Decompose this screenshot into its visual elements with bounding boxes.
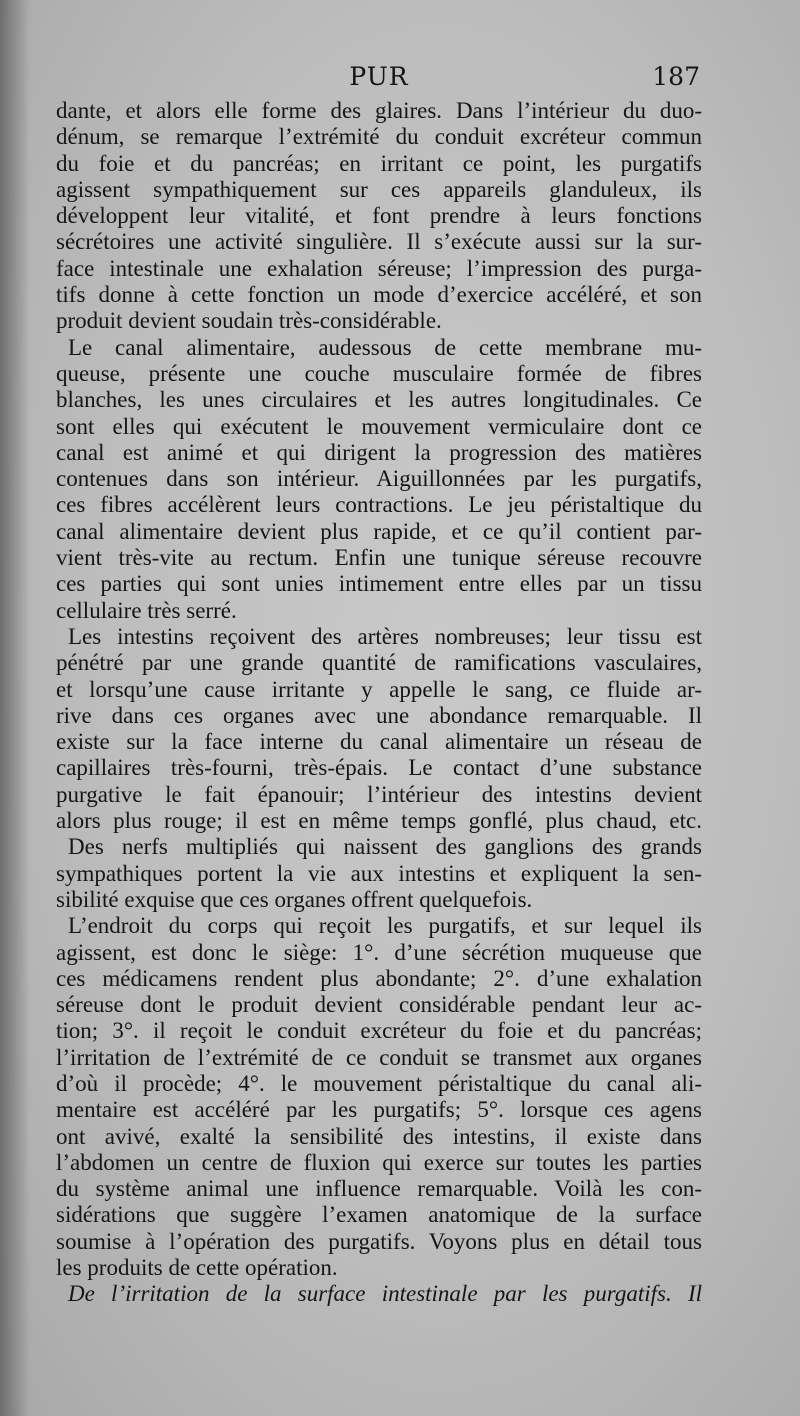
page-header: [58, 62, 700, 100]
text-line: vient très-vite au rectum. Enfin une tunique séreuse recouvre: [56, 545, 702, 571]
text-line: dénum, se remarque l’extrémité du conduit excréteur commun: [56, 124, 702, 150]
text-line: Des nerfs multipliés qui naissent des ganglions des grands: [68, 834, 702, 860]
text-line: ces fibres accélèrent leurs contractions. Le jeu péristaltique du: [56, 492, 702, 518]
page-number: 187: [652, 62, 700, 91]
text-line: canal alimentaire devient plus rapide, et ce qu’il contient par-: [56, 518, 702, 544]
text-line: canal est animé et qui dirigent la progression des matières: [56, 439, 702, 465]
text-line: sibilité exquise que ces organes offrent quelquefois.: [56, 886, 533, 912]
text-line: rive dans ces organes avec une abondance remarquable. Il: [56, 702, 702, 728]
text-line: produit devient soudain très-considérable.: [56, 308, 442, 334]
text-line: les produits de cette opération.: [56, 1255, 338, 1281]
text-line: purgative le fait épanouir; l’intérieur des intestins devient: [56, 781, 702, 807]
text-line: queuse, présente une couche musculaire formée de fibres: [56, 360, 702, 386]
text-line: du foie et du pancréas; en irritant ce point, les purgatifs: [56, 150, 702, 176]
text-line: agissent, est donc le siège: 1°. d’une sécrétion muqueuse que: [56, 939, 702, 965]
text-line: Le canal alimentaire, audessous de cette membrane mu-: [68, 334, 702, 360]
text-line: l’abdomen un centre de fluxion qui exerce sur toutes les parties: [56, 1149, 702, 1175]
running-head: PUR: [349, 62, 409, 91]
text-line: existe sur la face interne du canal alimentaire un réseau de: [56, 729, 702, 755]
text-line: l’irritation de l’extrémité de ce conduit se transmet aux organes: [56, 1044, 702, 1070]
text-line: capillaires très-fourni, très-épais. Le contact d’une substance: [56, 755, 702, 781]
text-line: sont elles qui exécutent le mouvement vermiculaire dont ce: [56, 413, 702, 439]
text-line: De l’irritation de la surface intestinale par les purgatifs. Il: [68, 1281, 702, 1307]
text-line: tion; 3°. il reçoit le conduit excréteur du foie et du pancréas;: [56, 1018, 702, 1044]
text-line: sécrétoires une activité singulière. Il s’exécute aussi sur la sur-: [56, 229, 702, 255]
text-line: cellulaire très serré.: [56, 597, 237, 623]
text-line: ont avivé, exalté la sensibilité des intestins, il existe dans: [56, 1123, 702, 1149]
text-line: L’endroit du corps qui reçoit les purgatifs, et sur lequel ils: [68, 913, 702, 939]
text-line: d’où il procède; 4°. le mouvement péristaltique du canal ali-: [56, 1070, 702, 1096]
text-line: sympathiques portent la vie aux intestins et expliquent la sen-: [56, 860, 702, 886]
text-line: et lorsqu’une cause irritante y appelle le sang, ce fluide ar-: [56, 676, 702, 702]
text-line: tifs donne à cette fonction un mode d’exercice accéléré, et son: [56, 282, 702, 308]
text-line: ces parties qui sont unies intimement entre elles par un tissu: [56, 571, 702, 597]
text-line: du système animal une influence remarquable. Voilà les con-: [56, 1176, 702, 1202]
text-line: développent leur vitalité, et font prendre à leurs fonctions: [56, 203, 702, 229]
text-line: pénétré par une grande quantité de ramifications vasculaires,: [56, 650, 702, 676]
text-line: face intestinale une exhalation séreuse; l’impression des purga-: [56, 255, 702, 281]
text-line: alors plus rouge; il est en même temps gonflé, plus chaud, etc.: [56, 808, 702, 834]
text-line: agissent sympathiquement sur ces appareils glanduleux, ils: [56, 176, 702, 202]
text-line: Les intestins reçoivent des artères nombreuses; leur tissu est: [68, 623, 702, 649]
text-line: mentaire est accéléré par les purgatifs; 5°. lorsque ces agens: [56, 1097, 702, 1123]
text-line: dante, et alors elle forme des glaires. Dans l’intérieur du duo-: [56, 98, 702, 123]
text-line: blanches, les unes circulaires et les autres longitudinales. Ce: [56, 387, 702, 413]
text-line: sidérations que suggère l’examen anatomique de la surface: [56, 1202, 702, 1228]
text-line: séreuse dont le produit devient considérable pendant leur ac-: [56, 992, 702, 1018]
body-text: [56, 98, 702, 1308]
text-line: ces médicamens rendent plus abondante; 2°. d’une exhalation: [56, 965, 702, 991]
text-line: soumise à l’opération des purgatifs. Voyons plus en détail tous: [56, 1228, 702, 1254]
text-line: contenues dans son intérieur. Aiguillonnées par les purgatifs,: [56, 466, 702, 492]
